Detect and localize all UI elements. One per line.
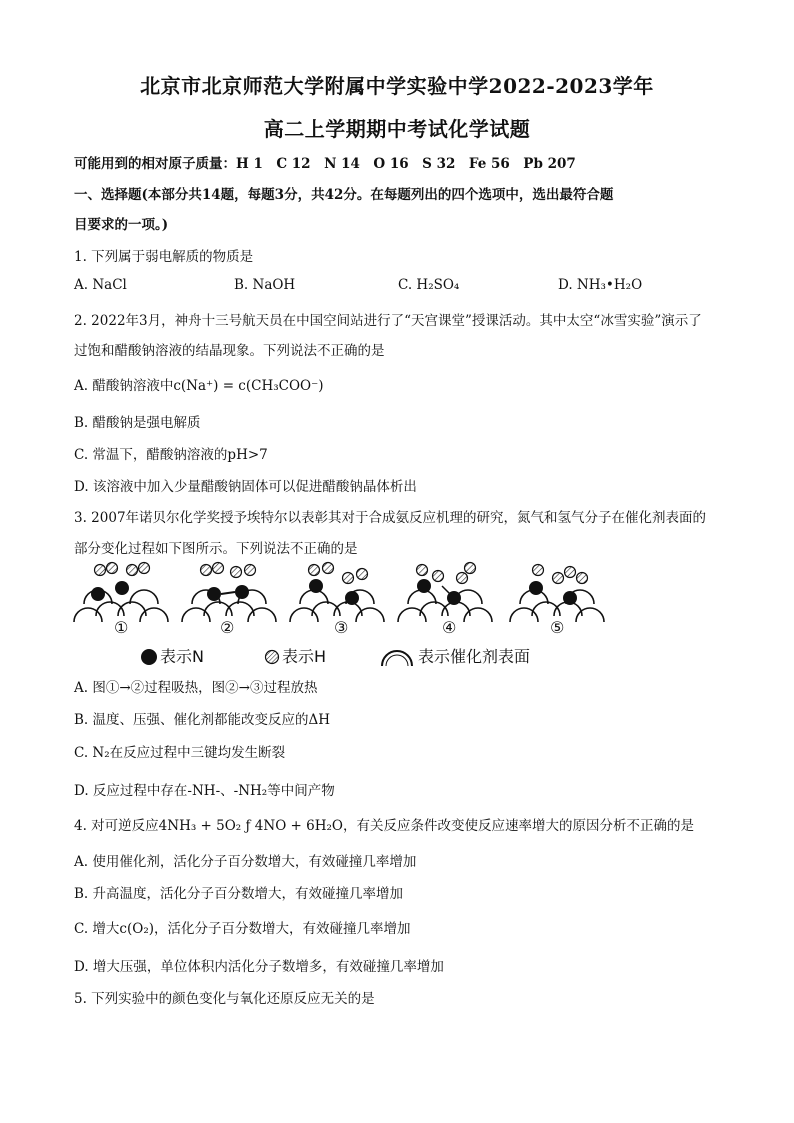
q2-option-a: A. 醋酸钠溶液中c(Na⁺) = c(CH₃COO⁻) [74, 378, 324, 394]
page-title-line2: 高二上学期期中考试化学试题 [263, 117, 531, 141]
atomic-masses: 可能用到的相对原子质量：H 1 C 12 N 14 O 16 S 32 Fe 56 Pb 207 [74, 156, 576, 172]
section-title-cont: 目要求的一项。) [74, 217, 169, 233]
q1-option-a: A. NaCl [74, 277, 127, 293]
q3-option-b: B. 温度、压强、催化剂都能改变反应的ΔH [74, 712, 331, 728]
legend-h-icon [264, 649, 280, 665]
panel-5 [510, 565, 604, 623]
figure-label-3: ③ [334, 618, 349, 637]
figure-label-1: ① [114, 618, 129, 637]
figure-label-5: ⑤ [550, 618, 565, 637]
q2-option-c: C. 常温下，醋酸钠溶液的pH>7 [74, 447, 268, 463]
section-title: 一、选择题(本部分共14题，每题3分，共42分。在每题列出的四个选项中，选出最符合题 [74, 187, 614, 203]
legend-n-icon [140, 648, 158, 666]
q1-option-b: B. NaOH [234, 277, 296, 293]
q3-option-d: D. 反应过程中存在-NH-、-NH₂等中间产物 [74, 783, 335, 799]
q2-option-d: D. 该溶液中加入少量醋酸钠固体可以促进醋酸钠晶体析出 [74, 479, 417, 495]
question-4-stem: 4. 对可逆反应4NH₃ + 5O₂ ƒ 4NO + 6H₂O，有关反应条件改变使反应速率增大的原因分析不正确的是 [74, 818, 695, 834]
panel-3 [290, 563, 384, 623]
legend-n-label: 表示N [160, 647, 204, 666]
page-title-line1: 北京市北京师范大学附属中学实验中学2022-2023学年 [140, 74, 654, 98]
question-3-stem: 3. 2007年诺贝尔化学奖授予埃特尔以表彰其对于合成氨反应机理的研究，氮气和氢气分子在催化剂表面的 [74, 510, 707, 526]
legend-h-label: 表示H [282, 647, 327, 666]
q3-option-a: A. 图①→②过程吸热，图②→③过程放热 [74, 680, 318, 696]
q1-option-d: D. NH₃•H₂O [558, 277, 643, 293]
question-1-stem: 1. 下列属于弱电解质的物质是 [74, 249, 254, 265]
figure-label-4: ④ [442, 618, 457, 637]
q3-option-c: C. N₂在反应过程中三键均发生断裂 [74, 745, 286, 761]
panel-4 [398, 563, 492, 623]
panel-2 [182, 563, 276, 623]
question-3-stem-cont: 部分变化过程如下图所示。下列说法不正确的是 [74, 541, 358, 557]
q4-option-a: A. 使用催化剂，活化分子百分数增大，有效碰撞几率增加 [74, 854, 417, 870]
q4-option-b: B. 升高温度，活化分子百分数增大，有效碰撞几率增加 [74, 886, 404, 902]
q1-option-c: C. H₂SO₄ [398, 277, 460, 293]
question-2-stem: 2. 2022年3月，神舟十三号航天员在中国空间站进行了“天宫课堂”授课活动。其中太空“冰雪实验”演示了 [74, 313, 702, 329]
question-5-stem: 5. 下列实验中的颜色变化与氧化还原反应无关的是 [74, 991, 375, 1007]
q2-option-b: B. 醋酸钠是强电解质 [74, 415, 201, 431]
question-2-stem-cont: 过饱和醋酸钠溶液的结晶现象。下列说法不正确的是 [74, 343, 385, 359]
q4-option-c: C. 增大c(O₂)，活化分子百分数增大，有效碰撞几率增加 [74, 921, 411, 937]
figure-label-2: ② [220, 618, 235, 637]
legend-surface-icon [380, 648, 414, 668]
panel-1 [74, 563, 168, 623]
legend-surface-label: 表示催化剂表面 [418, 647, 531, 666]
q4-option-d: D. 增大压强，单位体积内活化分子数增多，有效碰撞几率增加 [74, 959, 444, 975]
